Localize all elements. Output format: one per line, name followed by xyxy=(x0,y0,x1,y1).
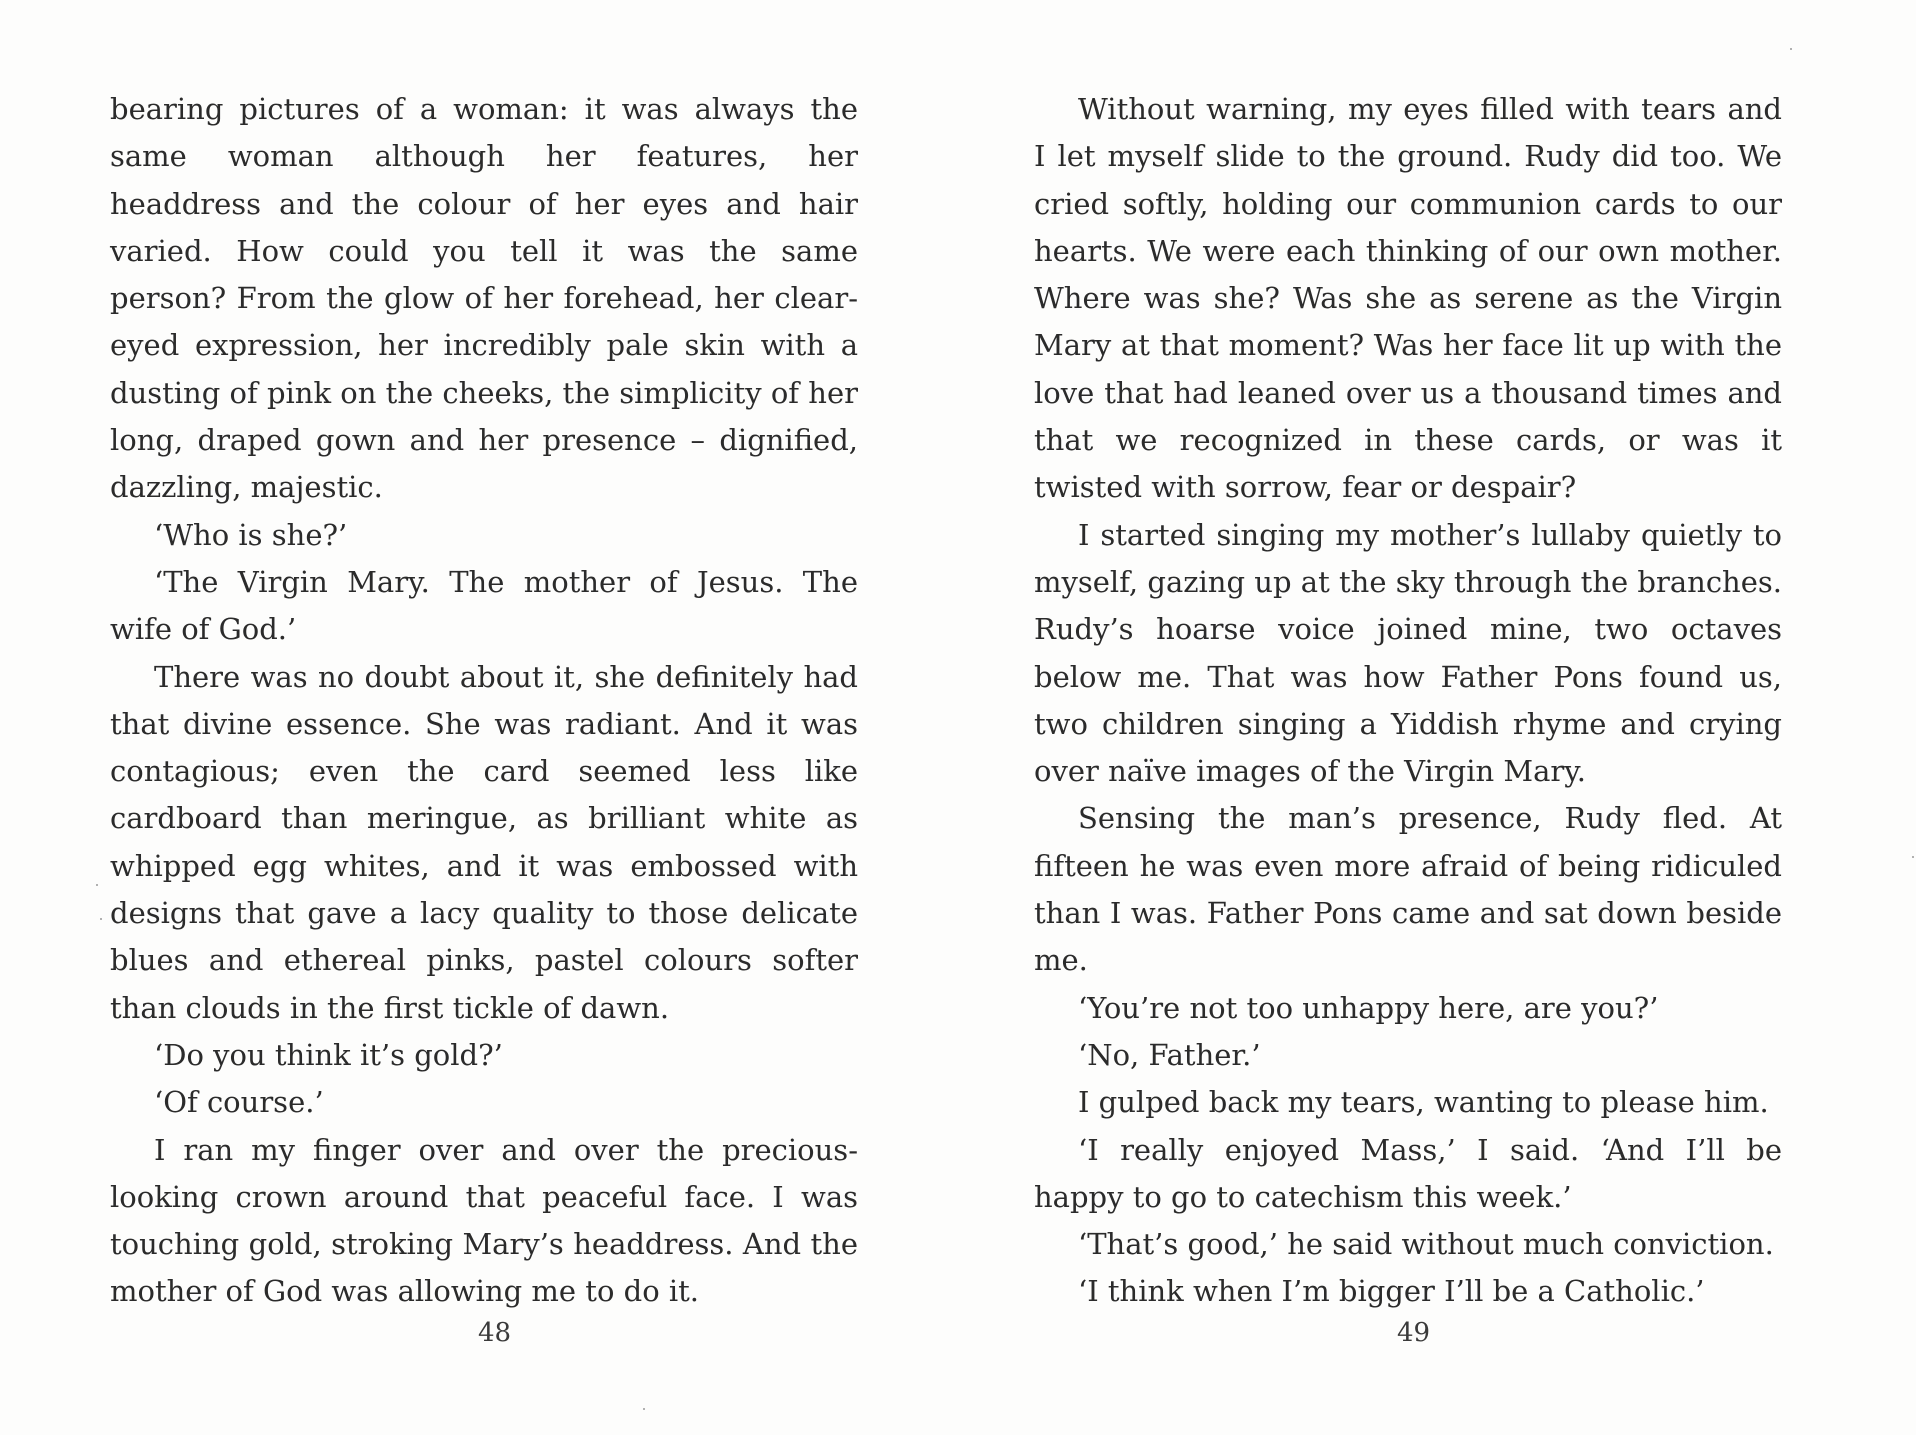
scan-speck xyxy=(1912,856,1914,858)
scan-speck xyxy=(100,918,102,920)
right-page-text xyxy=(1034,86,1782,1316)
right-paragraph-9: ‘I think when I’m bigger I’ll be a Catholic.’ xyxy=(1078,1274,1705,1309)
left-page-number: 48 xyxy=(478,1318,512,1348)
scan-speck xyxy=(96,884,98,886)
left-paragraph-7: I ran my finger over and over the precious-looking crown around that peaceful face. I was touching gold, stroking Mary’s headdress. And the mother of God was allowing me to do it. xyxy=(110,1132,858,1309)
scan-speck xyxy=(1790,48,1792,50)
right-paragraph-4: ‘You’re not too unhappy here, are you?’ xyxy=(1078,990,1659,1025)
left-paragraph-1: bearing pictures of a woman: it was always the same woman although her features, her headdress and the colour of her eyes and hair varied. How could you tell it was the same person? From the glow of her forehead, her clear-eyed expression, her incredibly pale skin with a dusting of pink on the cheeks, the simplicity of her long, draped gown and her presence – dignified, dazzling, majestic. xyxy=(110,92,858,505)
right-page-number: 49 xyxy=(1397,1318,1431,1348)
right-paragraph-6: I gulped back my tears, wanting to please him. xyxy=(1078,1085,1769,1120)
left-paragraph-4: There was no doubt about it, she definitely had that divine essence. She was radiant. And it was contagious; even the card seemed less like cardboard than meringue, as brilliant white as whipped egg whites, and it was embossed with designs that gave a lacy quality to those delicate blues and ethereal pinks, pastel colours softer than clouds in the first tickle of dawn. xyxy=(110,659,858,1025)
left-paragraph-5: ‘Do you think it’s gold?’ xyxy=(154,1037,503,1072)
right-paragraph-5: ‘No, Father.’ xyxy=(1078,1037,1261,1072)
right-paragraph-3: Sensing the man’s presence, Rudy fled. At fifteen he was even more afraid of being ridiculed than I was. Father Pons came and sat down beside me. xyxy=(1034,801,1782,978)
left-paragraph-6: ‘Of course.’ xyxy=(154,1085,324,1120)
left-paragraph-3: ‘The Virgin Mary. The mother of Jesus. The wife of God.’ xyxy=(110,564,858,647)
right-paragraph-7: ‘I really enjoyed Mass,’ I said. ‘And I’ll be happy to go to catechism this week.’ xyxy=(1034,1132,1782,1214)
right-paragraph-8: ‘That’s good,’ he said without much conviction. xyxy=(1078,1227,1774,1262)
left-paragraph-2: ‘Who is she?’ xyxy=(154,517,348,552)
right-paragraph-1: Without warning, my eyes filled with tears and I let myself slide to the ground. Rudy did too. We cried softly, holding our communion cards to our hearts. We were each thinking of our own mother. Where was she? Was she as serene as the Virgin Mary at that moment? Was her face lit up with the love that had leaned over us a thousand times and that we recognized in these cards, or was it twisted with sorrow, fear or despair? xyxy=(1034,92,1782,505)
left-page-text xyxy=(110,86,858,1316)
right-paragraph-2: I started singing my mother’s lullaby quietly to myself, gazing up at the sky through the branches. Rudy’s hoarse voice joined mine, two octaves below me. That was how Father Pons found us, two children singing a Yiddish rhyme and crying over naïve images of the Virgin Mary. xyxy=(1034,517,1782,789)
scan-speck xyxy=(643,1408,645,1410)
